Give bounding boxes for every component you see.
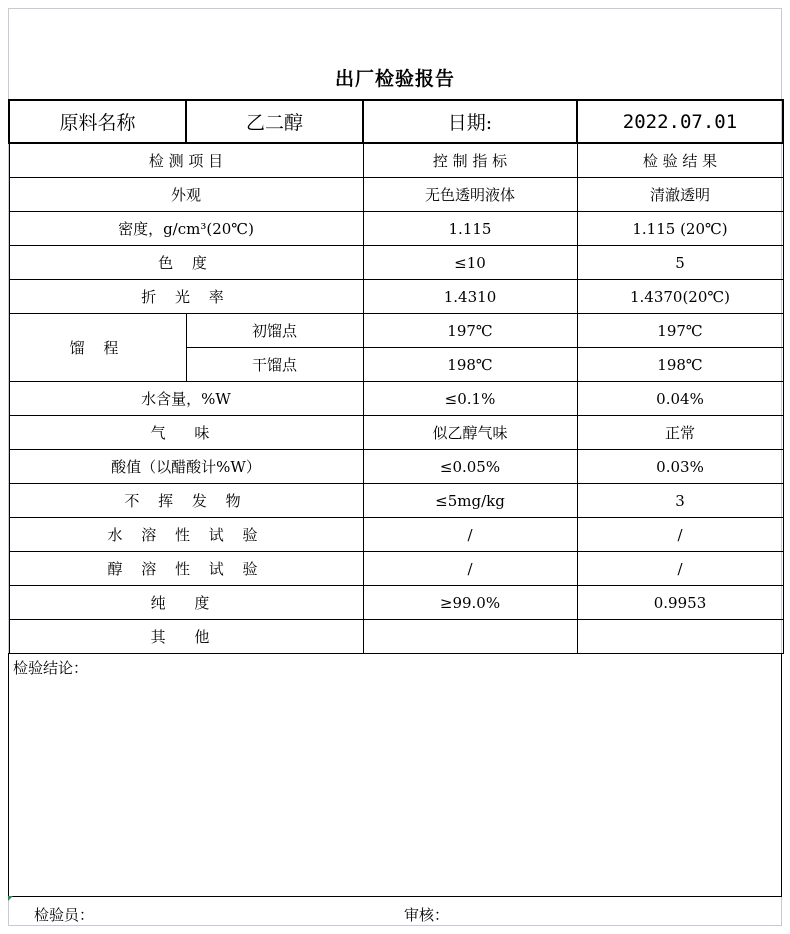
table-row-water-content [9, 382, 783, 416]
table-row-acid-value [9, 450, 783, 484]
item-cell: 色 度 [9, 246, 363, 280]
result-cell[interactable]: 1.115 (20℃) [577, 212, 783, 246]
inspector-label: 检验员： [34, 906, 95, 924]
table-row-appearance [9, 178, 783, 212]
spec-cell[interactable]: 无色透明液体 [363, 178, 577, 212]
initial-point-label: 初馏点 [186, 314, 363, 348]
column-header-row [9, 143, 783, 178]
conclusion-label: 检验结论： [13, 659, 89, 677]
item-cell: 不 挥 发 物 [9, 484, 363, 518]
spec-cell[interactable]: 似乙醇气味 [363, 416, 577, 450]
inspection-table [8, 99, 784, 654]
result-cell[interactable] [577, 620, 783, 654]
item-cell: 纯 度 [9, 586, 363, 620]
item-cell: 折 光 率 [9, 280, 363, 314]
result-cell[interactable]: 197℃ [577, 314, 783, 348]
report-title: 出厂检验报告 [334, 68, 455, 90]
table-row-nonvolatile [9, 484, 783, 518]
item-cell: 酸值（以醋酸计%W） [9, 450, 363, 484]
result-cell[interactable]: 198℃ [577, 348, 783, 382]
spec-cell[interactable]: 198℃ [363, 348, 577, 382]
spec-cell[interactable]: 197℃ [363, 314, 577, 348]
table-row-distillation-initial [9, 314, 783, 348]
date-value-cell[interactable]: 2022.07.01 [577, 100, 783, 143]
result-cell[interactable]: 0.04% [577, 382, 783, 416]
table-row-color [9, 246, 783, 280]
column-header-spec: 控 制 指 标 [363, 143, 577, 178]
table-row-water-solubility [9, 518, 783, 552]
date-label-cell: 日期: [363, 100, 577, 143]
result-cell[interactable]: 正常 [577, 416, 783, 450]
item-cell: 气 味 [9, 416, 363, 450]
distillation-label-cell: 馏 程 [9, 314, 186, 382]
spec-cell[interactable]: 1.115 [363, 212, 577, 246]
result-cell[interactable]: 0.03% [577, 450, 783, 484]
dry-point-label: 干馏点 [186, 348, 363, 382]
item-cell: 外观 [9, 178, 363, 212]
item-cell: 密度，g/cm³(20℃) [9, 212, 363, 246]
material-value-cell[interactable]: 乙二醇 [186, 100, 363, 143]
item-cell: 水含量，%W [9, 382, 363, 416]
spec-cell[interactable] [363, 620, 577, 654]
reviewer-label: 审核： [404, 906, 450, 924]
spec-cell[interactable]: ≤0.1% [363, 382, 577, 416]
table-row-odor [9, 416, 783, 450]
item-cell: 水 溶 性 试 验 [9, 518, 363, 552]
result-cell[interactable]: 清澈透明 [577, 178, 783, 212]
result-cell[interactable]: 3 [577, 484, 783, 518]
header-row [9, 100, 783, 143]
spec-cell[interactable]: / [363, 518, 577, 552]
spec-cell[interactable]: ≤5mg/kg [363, 484, 577, 518]
result-cell[interactable]: 1.4370(20℃) [577, 280, 783, 314]
table-row-density [9, 212, 783, 246]
table-row-refractive-index [9, 280, 783, 314]
column-header-item: 检 测 项 目 [9, 143, 363, 178]
item-cell: 其 他 [9, 620, 363, 654]
table-row-purity [9, 586, 783, 620]
table-row-other [9, 620, 783, 654]
spec-cell[interactable]: 1.4310 [363, 280, 577, 314]
conclusion-box[interactable] [8, 653, 782, 897]
result-cell[interactable]: 5 [577, 246, 783, 280]
material-label-cell: 原料名称 [9, 100, 186, 143]
item-cell: 醇 溶 性 试 验 [9, 552, 363, 586]
result-cell[interactable]: / [577, 552, 783, 586]
column-header-result: 检 验 结 果 [577, 143, 783, 178]
spec-cell[interactable]: / [363, 552, 577, 586]
result-cell[interactable]: 0.9953 [577, 586, 783, 620]
spec-cell[interactable]: ≤10 [363, 246, 577, 280]
spec-cell[interactable]: ≤0.05% [363, 450, 577, 484]
table-row-alcohol-solubility [9, 552, 783, 586]
cell-marker-icon [8, 896, 13, 901]
result-cell[interactable]: / [577, 518, 783, 552]
spec-cell[interactable]: ≥99.0% [363, 586, 577, 620]
